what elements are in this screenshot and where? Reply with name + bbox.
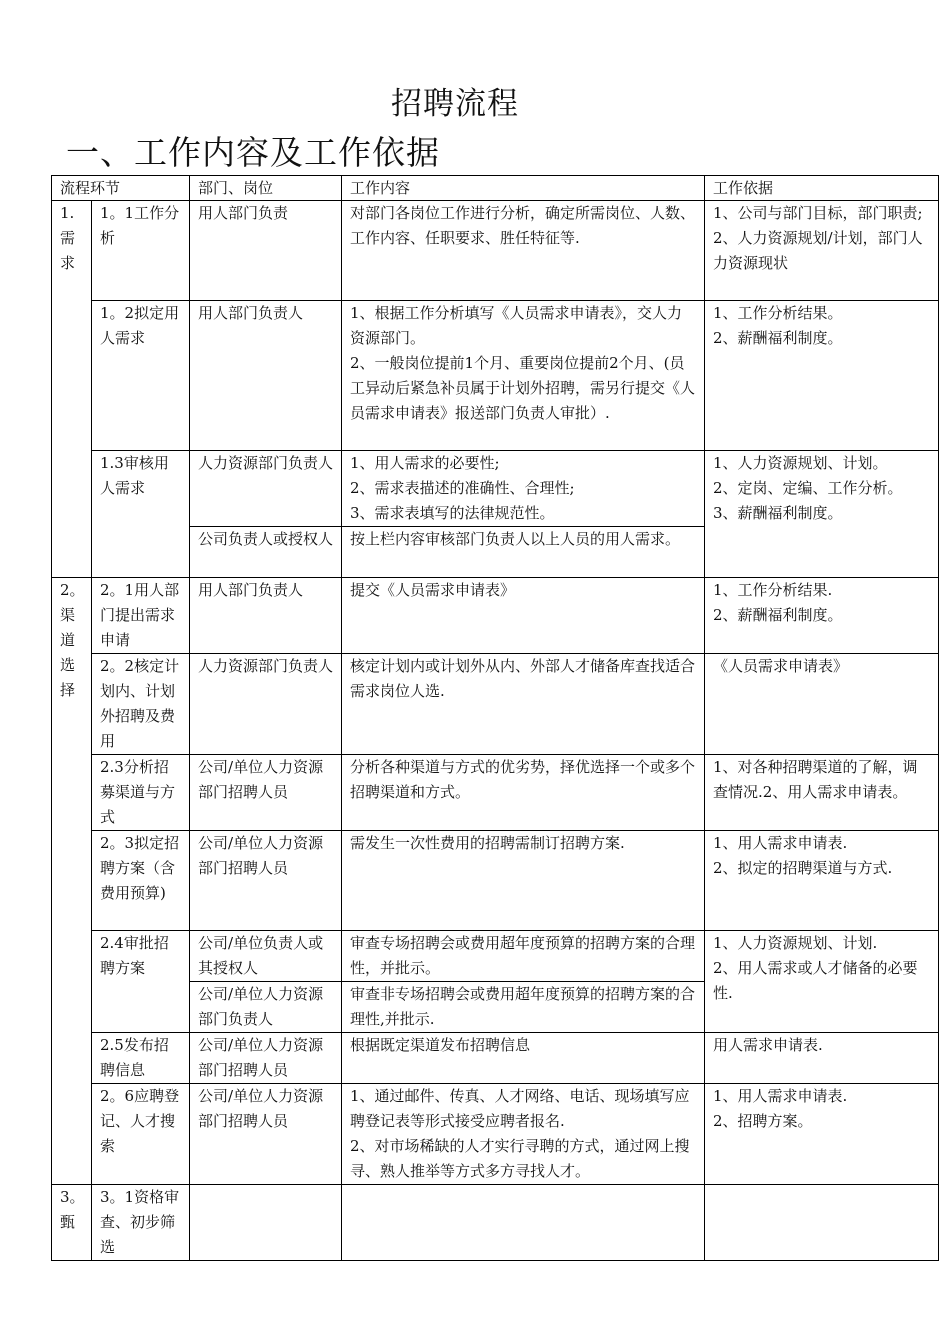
department-cell: 用人部门负责人 <box>190 301 342 451</box>
section-title: 一、工作内容及工作依据 <box>66 133 440 172</box>
content-cell <box>342 451 705 527</box>
basis-cell <box>705 1084 939 1185</box>
basis-line: 2、拟定的招聘渠道与方式. <box>713 859 893 877</box>
table-body <box>52 201 939 1261</box>
recruitment-process-table <box>51 175 939 1261</box>
department-cell: 人力资源部门负责人 <box>190 654 342 755</box>
stage-cell: 1.需求 <box>52 201 92 578</box>
content-cell <box>342 831 705 931</box>
basis-line: 3、薪酬福利制度。 <box>713 504 843 522</box>
content-cell <box>342 1185 705 1261</box>
department-cell <box>190 1185 342 1261</box>
basis-line: 1、工作分析结果。 <box>713 304 843 322</box>
department-cell: 公司/单位负责人或其授权人 <box>190 931 342 982</box>
department-cell: 公司/单位人力资源部门招聘人员 <box>190 1033 342 1084</box>
basis-line: 1、工作分析结果. <box>713 581 833 599</box>
table-row <box>52 1033 939 1084</box>
department-cell: 公司/单位人力资源部门招聘人员 <box>190 1084 342 1185</box>
basis-line: 1、用人需求申请表. <box>713 1087 848 1105</box>
basis-cell <box>705 578 939 654</box>
basis-cell <box>705 1185 939 1261</box>
basis-cell <box>705 301 939 451</box>
table-row <box>52 931 939 982</box>
content-cell <box>342 982 705 1033</box>
stage-cell: 3。甄 <box>52 1185 92 1261</box>
basis-line: 1、用人需求申请表. <box>713 834 848 852</box>
content-cell <box>342 578 705 654</box>
department-cell: 用人部门负责 <box>190 201 342 301</box>
header-cell: 流程环节 <box>52 176 190 201</box>
basis-line: 1、对各种招聘渠道的了解，调查情况.2、用人需求申请表。 <box>713 758 918 801</box>
content-line: 分析各种渠道与方式的优劣势，择优选择一个或多个招聘渠道和方式。 <box>350 758 696 801</box>
department-cell: 用人部门负责人 <box>190 578 342 654</box>
department-cell: 公司/单位人力资源部门招聘人员 <box>190 755 342 831</box>
basis-line: 2、薪酬福利制度。 <box>713 606 843 624</box>
content-cell <box>342 301 705 451</box>
content-line: 审查专场招聘会或费用超年度预算的招聘方案的合理性，并批示。 <box>350 934 696 977</box>
content-line: 审查非专场招聘会或费用超年度预算的招聘方案的合理性,并批示. <box>350 985 696 1028</box>
basis-line: 用人需求申请表. <box>713 1036 823 1054</box>
step-cell: 2。6应聘登记、人才搜索 <box>92 1084 190 1185</box>
step-cell: 2。1用人部门提出需求申请 <box>92 578 190 654</box>
table-row <box>52 451 939 527</box>
department-cell: 公司/单位人力资源部门负责人 <box>190 982 342 1033</box>
basis-line: 2、招聘方案。 <box>713 1112 813 1130</box>
table-row <box>52 654 939 755</box>
content-cell <box>342 201 705 301</box>
content-cell <box>342 527 705 578</box>
header-cell: 工作依据 <box>705 176 939 201</box>
table-row <box>52 831 939 931</box>
basis-line: 1、人力资源规划、计划. <box>713 934 878 952</box>
content-line: 提交《人员需求申请表》 <box>350 581 516 599</box>
step-cell: 3。1资格审查、初步筛选 <box>92 1185 190 1261</box>
basis-line: 《人员需求申请表》 <box>713 657 849 675</box>
content-line: 需发生一次性费用的招聘需制订招聘方案. <box>350 834 625 852</box>
header-cell: 工作内容 <box>342 176 705 201</box>
content-line: 按上栏内容审核部门负责人以上人员的用人需求。 <box>350 530 681 548</box>
table-row <box>52 755 939 831</box>
step-cell: 2.5发布招聘信息 <box>92 1033 190 1084</box>
content-line: 2、一般岗位提前1个月、重要岗位提前2个月、(员工异动后紧急补员属于计划外招聘，需另行提交《人员需求申请表》报送部门负责人审批）. <box>350 354 696 422</box>
content-line: 1、根据工作分析填写《人员需求申请表》，交人力资源部门。 <box>350 304 683 347</box>
basis-cell <box>705 654 939 755</box>
content-line: 3、需求表填写的法律规范性。 <box>350 504 555 522</box>
content-cell <box>342 1084 705 1185</box>
content-line: 2、需求表描述的准确性、合理性; <box>350 479 575 497</box>
step-cell: 1。2拟定用人需求 <box>92 301 190 451</box>
table-header-row <box>52 176 939 201</box>
step-cell: 2.3分析招募渠道与方式 <box>92 755 190 831</box>
department-cell: 公司/单位人力资源部门招聘人员 <box>190 831 342 931</box>
step-cell: 1.3审核用人需求 <box>92 451 190 578</box>
document-title: 招聘流程 <box>391 86 519 122</box>
department-cell: 公司负责人或授权人 <box>190 527 342 578</box>
table-row <box>52 301 939 451</box>
table-row <box>52 1185 939 1261</box>
basis-cell <box>705 831 939 931</box>
content-cell <box>342 654 705 755</box>
basis-line: 1、人力资源规划、计划。 <box>713 454 888 472</box>
basis-line: 2、薪酬福利制度。 <box>713 329 843 347</box>
step-cell: 2。3拟定招聘方案（含费用预算) <box>92 831 190 931</box>
basis-cell <box>705 931 939 1033</box>
basis-cell <box>705 201 939 301</box>
basis-line: 2、用人需求或人才储备的必要性. <box>713 959 918 1002</box>
basis-cell <box>705 755 939 831</box>
basis-cell <box>705 1033 939 1084</box>
stage-cell: 2。渠道选择 <box>52 578 92 1185</box>
content-cell <box>342 755 705 831</box>
content-line: 根据既定渠道发布招聘信息 <box>350 1036 531 1054</box>
content-cell <box>342 1033 705 1084</box>
table-row <box>52 201 939 301</box>
basis-line: 1、公司与部门目标，部门职责; <box>713 204 923 222</box>
step-cell: 2。2核定计划内、计划外招聘及费用 <box>92 654 190 755</box>
header-cell: 部门、岗位 <box>190 176 342 201</box>
content-line: 对部门各岗位工作进行分析，确定所需岗位、人数、工作内容、任职要求、胜任特征等. <box>350 204 696 247</box>
table-row <box>52 578 939 654</box>
basis-line: 2、人力资源规划/计划，部门人力资源现状 <box>713 229 923 272</box>
content-line: 核定计划内或计划外从内、外部人才储备库查找适合需求岗位人选. <box>350 657 696 700</box>
content-line: 1、用人需求的必要性; <box>350 454 500 472</box>
basis-cell <box>705 451 939 578</box>
step-cell: 2.4审批招聘方案 <box>92 931 190 1033</box>
basis-line: 2、定岗、定编、工作分析。 <box>713 479 903 497</box>
content-line: 2、对市场稀缺的人才实行寻聘的方式，通过网上搜寻、熟人推举等方式多方寻找人才。 <box>350 1137 690 1180</box>
step-cell: 1。1工作分析 <box>92 201 190 301</box>
table-row <box>52 1084 939 1185</box>
content-line: 1、通过邮件、传真、人才网络、电话、现场填写应聘登记表等形式接受应聘者报名. <box>350 1087 690 1130</box>
content-cell <box>342 931 705 982</box>
department-cell: 人力资源部门负责人 <box>190 451 342 527</box>
